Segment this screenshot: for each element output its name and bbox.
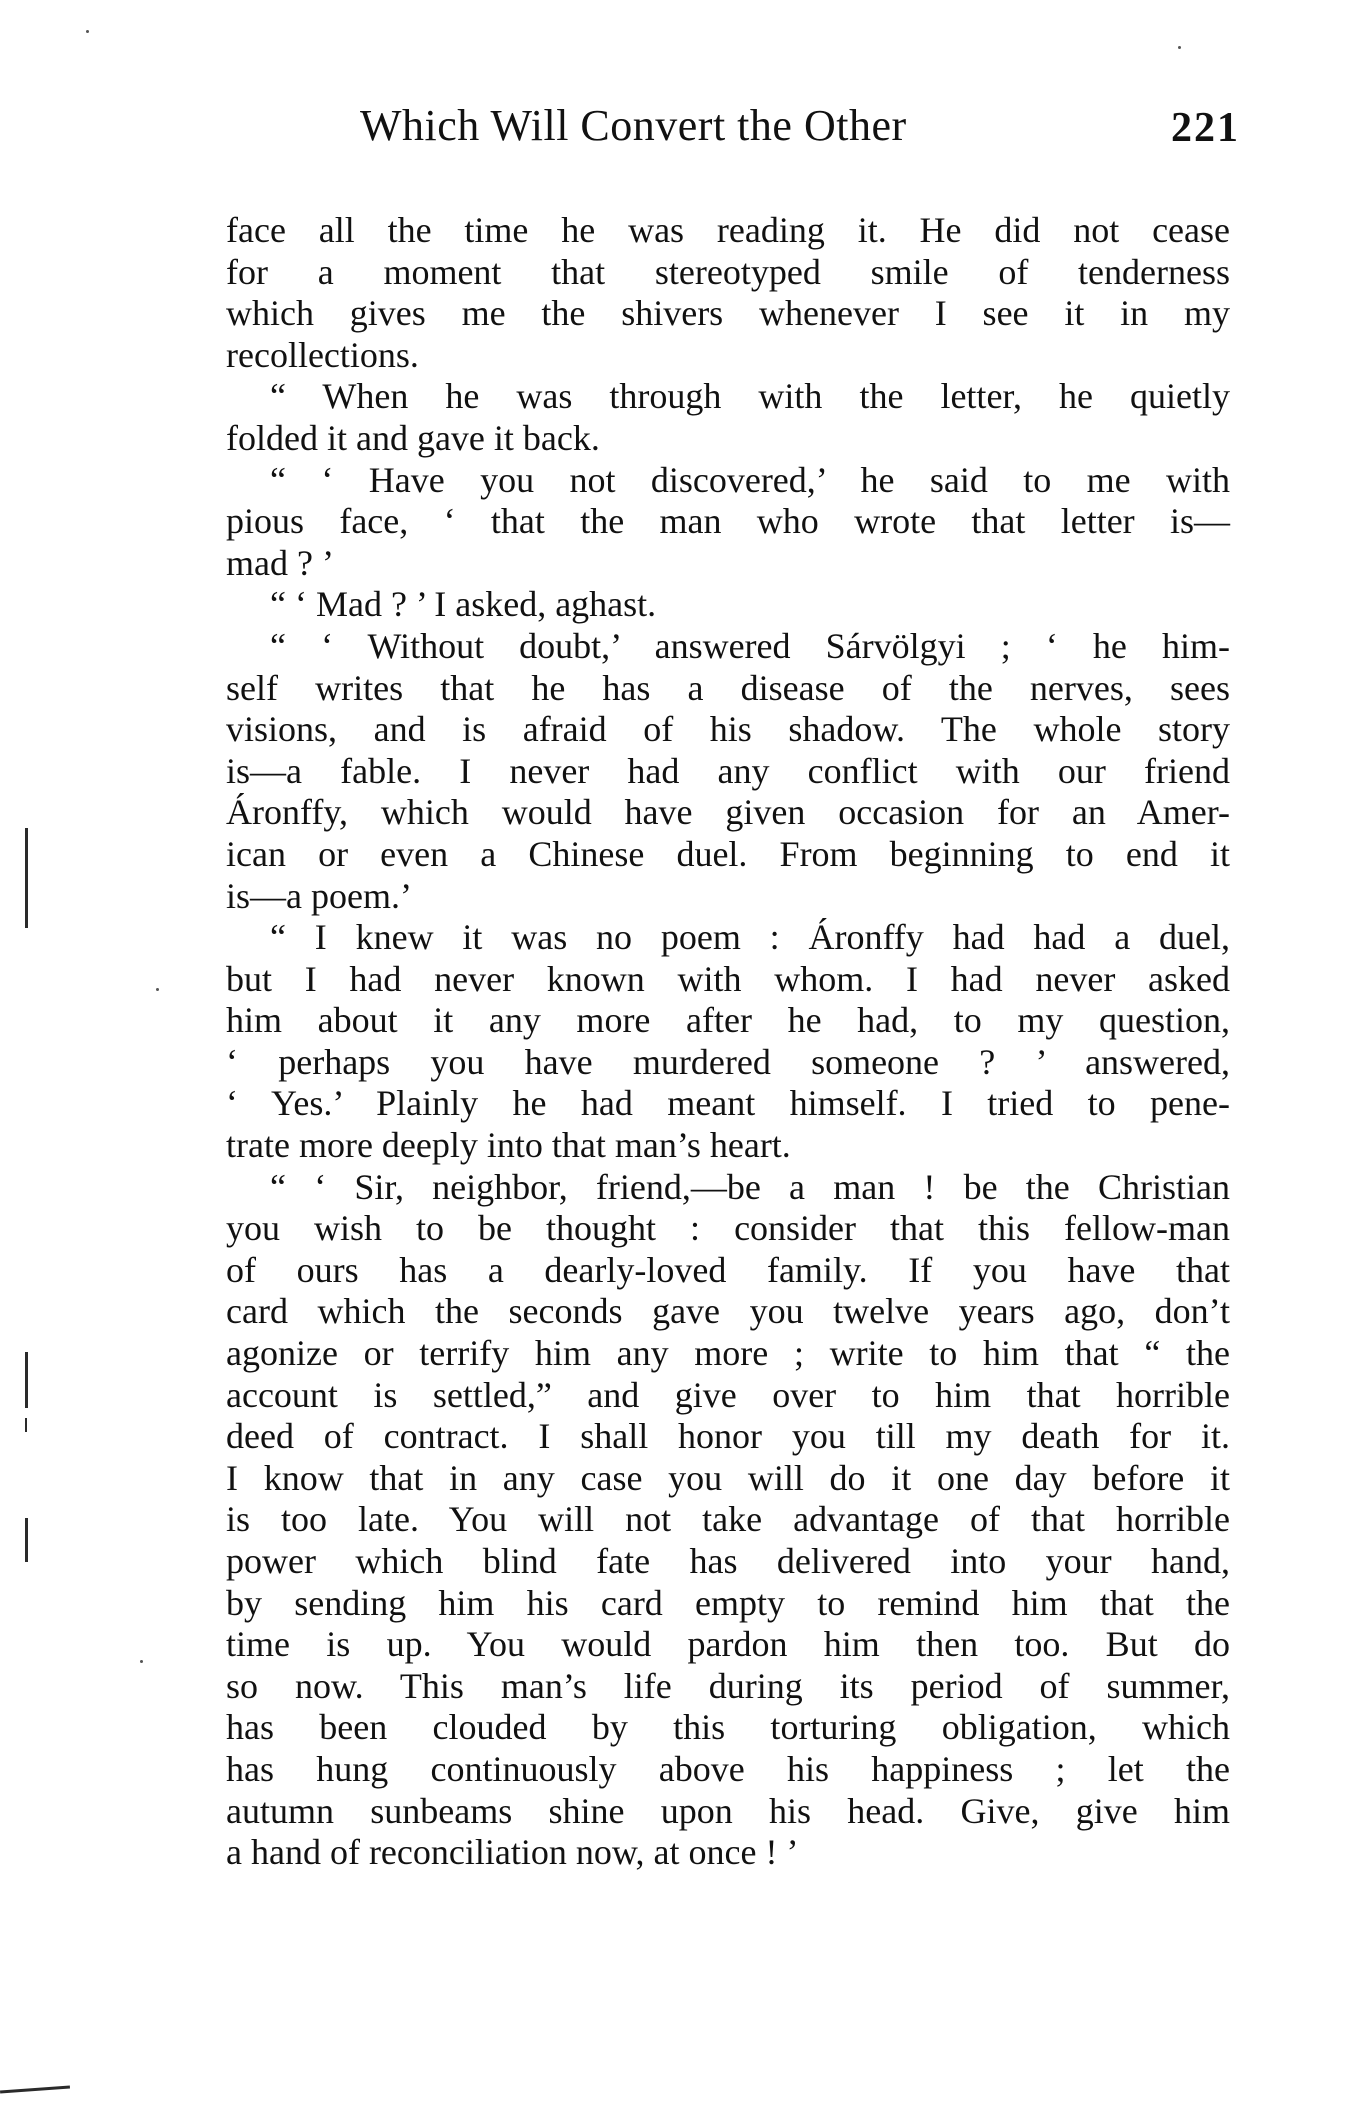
running-header: [360, 100, 1240, 160]
text-line: pious face, ‘ that the man who wrote that letter is—: [226, 501, 1230, 542]
text-line: a hand of reconciliation now, at once ! ’: [226, 1832, 799, 1873]
text-line: which gives me the shivers whenever I see it in my: [226, 293, 1230, 334]
text-line: trate more deeply into that man’s heart.: [226, 1125, 791, 1166]
text-line: face all the time he was reading it. He did not cease: [226, 210, 1230, 250]
text-line: “ I knew it was no poem : Áronffy had had a duel,: [270, 917, 1230, 958]
text-line: “ ‘ Have you not discovered,’ he said to me with: [270, 459, 1230, 500]
text-line: but I had never known with whom. I had never asked: [226, 958, 1230, 999]
text-line: time is up. You would pardon him then too. But do: [226, 1624, 1230, 1665]
text-line: so now. This man’s life during its period of summer,: [226, 1665, 1230, 1706]
running-title: Which Will Convert the Other: [360, 101, 907, 150]
text-line: deed of contract. I shall honor you till my death for it.: [226, 1416, 1230, 1457]
text-line: ican or even a Chinese duel. From beginning to end it: [226, 833, 1230, 874]
text-line: agonize or terrify him any more ; write to him that “ the: [226, 1333, 1230, 1374]
text-line: is—a poem.’: [226, 875, 412, 916]
scan-speck: [156, 988, 159, 991]
text-line: mad ? ’: [226, 542, 334, 583]
text-line: card which the seconds gave you twelve years ago, don’t: [226, 1291, 1230, 1332]
text-line: visions, and is afraid of his shadow. The whole story: [226, 709, 1230, 750]
scan-speck: [86, 30, 89, 33]
text-line: power which blind fate has delivered into your hand,: [226, 1541, 1230, 1581]
text-line: him about it any more after he had, to my question,: [226, 1000, 1230, 1041]
text-line: recollections.: [226, 334, 419, 375]
text-line: you wish to be thought : consider that this fellow-man: [226, 1208, 1230, 1249]
scan-margin-mark: [25, 1418, 27, 1432]
page-number: 221: [1171, 105, 1240, 151]
text-line: autumn sunbeams shine upon his head. Give, give him: [226, 1790, 1230, 1831]
text-line: Áronffy, which would have given occasion for an Amer-: [226, 792, 1230, 833]
text-line: I know that in any case you will do it one day before it: [226, 1457, 1230, 1498]
text-line: is—a fable. I never had any conflict with our friend: [226, 750, 1230, 791]
scan-margin-mark: [25, 828, 28, 928]
scan-speck: [1178, 46, 1181, 49]
text-line: has been clouded by this torturing obligation, which: [226, 1707, 1230, 1748]
text-line: by sending him his card empty to remind him that the: [226, 1582, 1230, 1623]
text-line: is too late. You will not take advantage of that horrible: [226, 1499, 1230, 1540]
text-line: “ ‘ Without doubt,’ answered Sárvölgyi ; ‘ he him-: [270, 625, 1230, 666]
scan-corner-mark: [0, 2086, 70, 2094]
text-line: of ours has a dearly-loved family. If you have that: [226, 1249, 1230, 1290]
text-line: ‘ perhaps you have murdered someone ? ’ answered,: [226, 1041, 1230, 1082]
text-line: account is settled,” and give over to him that horrible: [226, 1374, 1230, 1415]
text-line: has hung continuously above his happiness ; let the: [226, 1748, 1230, 1789]
text-line: self writes that he has a disease of the nerves, sees: [226, 667, 1230, 708]
scan-speck: [140, 1660, 143, 1663]
text-line: “ ‘ Sir, neighbor, friend,—be a man ! be the Christian: [270, 1166, 1230, 1207]
text-line: folded it and gave it back.: [226, 417, 600, 458]
body-text: [226, 210, 1230, 1874]
scan-margin-mark: [25, 1352, 28, 1408]
text-line: “ ‘ Mad ? ’ I asked, aghast.: [270, 584, 657, 625]
text-line: ‘ Yes.’ Plainly he had meant himself. I tried to pene-: [226, 1083, 1230, 1124]
text-line: “ When he was through with the letter, he quietly: [270, 376, 1230, 417]
text-line: for a moment that stereotyped smile of tenderness: [226, 251, 1230, 292]
scan-margin-mark: [25, 1518, 28, 1562]
